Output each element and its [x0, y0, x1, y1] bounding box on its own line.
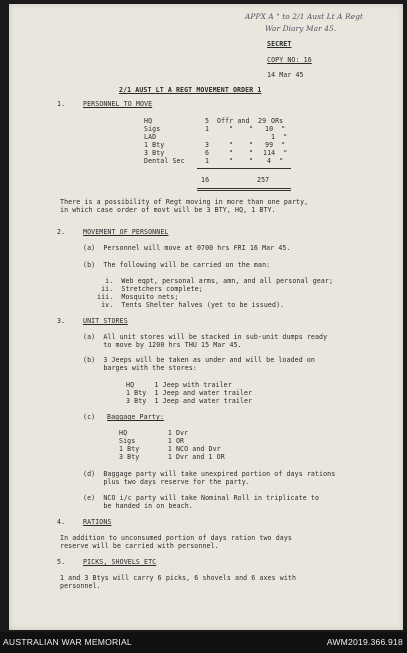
personnel-tail: 114 "	[263, 149, 288, 157]
personnel-ors: "	[249, 141, 254, 149]
personnel-unit: Dental Sec	[144, 157, 185, 165]
carry-list-item: i. Web eqpt, personal arms, amn, and all personal gear;	[97, 277, 334, 285]
section-2-number: 2.	[57, 228, 66, 236]
section-3-item-e: (e) NCO i/c party will take Nominal Roll in triplicate to be handed in on beach.	[83, 494, 320, 510]
personnel-unit: 1 Bty	[144, 141, 165, 149]
total-ors: 257	[257, 176, 270, 184]
personnel-ors: 29	[258, 117, 267, 125]
section-4-paragraph: In addition to unconsumed portion of days ration two days reserve will be carried with personnel.	[60, 534, 292, 550]
section-3-heading: UNIT STORES	[83, 317, 128, 325]
personnel-tail: 4 "	[267, 157, 284, 165]
personnel-unit: 3 Bty	[144, 149, 165, 157]
document-title: 2/1 AUST LT A REGT MOVEMENT ORDER 1	[119, 86, 262, 94]
section-5-number: 5.	[57, 558, 66, 566]
personnel-offr: 1	[205, 157, 210, 165]
personnel-label: "	[229, 157, 234, 165]
personnel-tail: ORs	[271, 117, 284, 125]
section-3-item-a: (a) All unit stores will be stacked in sub-unit dumps ready to move by 1200 hrs THU 15 Mar 45.	[83, 333, 328, 349]
baggage-row: 3 Bty 1 Dvr and 1 OR	[119, 453, 225, 461]
jeep-row: 3 Bty 1 Jeep and water trailer	[126, 397, 253, 405]
baggage-row: HQ 1 Dvr	[119, 429, 189, 437]
carry-list-item: ii. Stretchers complete;	[97, 285, 203, 293]
section-1-paragraph: There is a possibility of Regt moving in more than one party, in which case order of movt will be 3 BTY, HQ, 1 BTY.	[60, 198, 309, 214]
section-5-heading: PICKS, SHOVELS ETC	[83, 558, 157, 566]
personnel-label: "	[229, 125, 234, 133]
personnel-offr: 5	[205, 117, 210, 125]
total-double-rule-top	[197, 188, 291, 189]
total-double-rule-bottom	[197, 190, 291, 191]
personnel-tail: 99 "	[265, 141, 286, 149]
copy-number: COPY NO: 16	[267, 56, 312, 64]
handwritten-annotation-line2: War Diary Mar 45.	[265, 24, 337, 33]
section-3-item-d: (d) Baggage party will take unexpired portion of days rations plus two days reserve for the party.	[83, 470, 336, 486]
document-date: 14 Mar 45	[267, 71, 304, 79]
personnel-tail: 1 "	[271, 133, 288, 141]
carry-list-item: iv. Tents Shelter halves (yet to be issued).	[97, 301, 285, 309]
personnel-label: "	[229, 141, 234, 149]
section-4-number: 4.	[57, 518, 66, 526]
personnel-ors: "	[249, 157, 254, 165]
personnel-unit: HQ	[144, 117, 153, 125]
baggage-row: 1 Bty 1 NCO and Dvr	[119, 445, 221, 453]
section-1-heading: PERSONNEL TO MOVE	[83, 100, 153, 108]
jeep-row: 1 Bty 1 Jeep and water trailer	[126, 389, 253, 397]
personnel-ors: "	[249, 125, 254, 133]
personnel-label: Offr and	[217, 117, 250, 125]
section-3-item-b: (b) 3 Jeeps will be taken as under and will be loaded on barges with the stores:	[83, 356, 315, 372]
jeep-row: HQ 1 Jeep with trailer	[126, 381, 232, 389]
carry-list-item: iii. Mosquito nets;	[97, 293, 179, 301]
personnel-label: "	[229, 149, 234, 157]
footer-accession-number: AWM2019.366.918	[326, 637, 403, 647]
document-page	[9, 4, 403, 630]
footer-institution: AUSTRALIAN WAR MEMORIAL	[3, 637, 132, 647]
section-3-number: 3.	[57, 317, 66, 325]
section-5-paragraph: 1 and 3 Btys will carry 6 picks, 6 shovels and 6 axes with personnel.	[60, 574, 297, 590]
total-offr: 16	[201, 176, 210, 184]
personnel-offr: 6	[205, 149, 210, 157]
classification-label: SECRET	[267, 40, 292, 48]
section-4-heading: RATIONS	[83, 518, 112, 526]
baggage-party-heading: Baggage Party:	[107, 413, 164, 421]
section-2-item-a: (a) Personnel will move at 0700 hrs FRI 16 Mar 45.	[83, 244, 291, 252]
total-rule	[197, 168, 291, 169]
baggage-row: Sigs 1 OR	[119, 437, 185, 445]
personnel-unit: Sigs	[144, 125, 161, 133]
handwritten-annotation-line1: APPX A " to 2/1 Aust Lt A Regt	[245, 12, 364, 21]
personnel-offr: 3	[205, 141, 210, 149]
archive-footer	[0, 632, 407, 653]
personnel-unit: LAD	[144, 133, 157, 141]
section-3-item-c-label: (c)	[83, 413, 96, 421]
personnel-offr: 1	[205, 125, 210, 133]
section-1-number: 1.	[57, 100, 66, 108]
section-2-item-b: (b) The following will be carried on the man:	[83, 261, 271, 269]
personnel-ors: "	[249, 149, 254, 157]
personnel-tail: 10 "	[265, 125, 286, 133]
section-2-heading: MOVEMENT OF PERSONNEL	[83, 228, 169, 236]
